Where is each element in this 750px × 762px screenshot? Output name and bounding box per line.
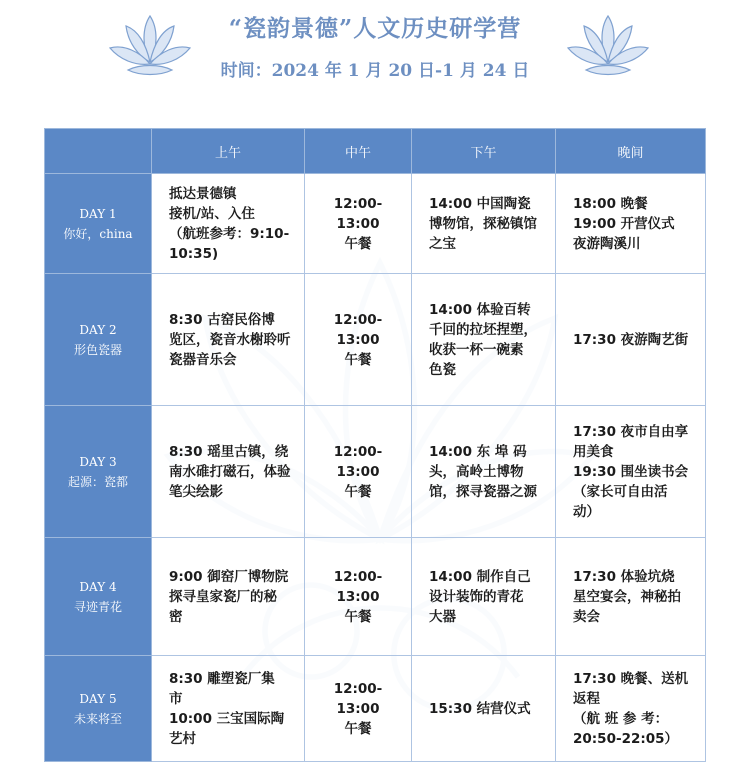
cell-line: 12:00- bbox=[333, 195, 383, 212]
evening-cell bbox=[556, 538, 706, 656]
cell-line: 10:35) bbox=[169, 245, 219, 262]
day-theme: 未来将至 bbox=[73, 711, 122, 726]
day-number: DAY 2 bbox=[79, 322, 117, 337]
day-cell bbox=[45, 656, 152, 762]
cell-line: 14:00 制作自己 bbox=[429, 568, 531, 585]
morning-cell bbox=[152, 656, 305, 762]
cell-line: 收获一杯一碗素 bbox=[429, 341, 524, 358]
cell-line: 用美食 bbox=[573, 443, 614, 460]
day-number: DAY 5 bbox=[79, 691, 117, 706]
page-title: “瓷韵景德”人文历史研学营 bbox=[228, 15, 522, 42]
cell-line: 笔尖绘影 bbox=[169, 483, 223, 500]
cell-line: 之宝 bbox=[429, 235, 456, 252]
day-theme: 你好，china bbox=[63, 226, 133, 241]
cell-line: 12:00- bbox=[333, 311, 383, 328]
cell-line: 密 bbox=[169, 608, 183, 625]
noon-cell bbox=[305, 406, 412, 538]
cell-line: 午餐 bbox=[344, 608, 372, 625]
cell-line: 9:00 御窑厂博物院 bbox=[169, 568, 289, 585]
cell-line: 千回的拉坯捏塑， bbox=[429, 321, 537, 338]
day-number: DAY 3 bbox=[79, 454, 117, 469]
cell-line: 午餐 bbox=[344, 351, 372, 368]
cell-line: 19:00 开营仪式 bbox=[573, 215, 675, 232]
cell-line: 午餐 bbox=[344, 483, 372, 500]
cell-line: 午餐 bbox=[344, 235, 372, 252]
day-theme: 起源：瓷都 bbox=[67, 474, 128, 489]
cell-line: 13:00 bbox=[336, 331, 380, 348]
morning-cell bbox=[152, 174, 305, 274]
cell-line: 南水碓打磁石，体验 bbox=[169, 463, 291, 480]
cell-line: 夜游陶溪川 bbox=[573, 235, 641, 252]
cell-line: 大器 bbox=[429, 608, 456, 625]
cell-line: 14:00 中国陶瓷 bbox=[429, 195, 531, 212]
cell-line: 览区，瓷音水榭聆听 bbox=[169, 331, 291, 348]
day-cell bbox=[45, 174, 152, 274]
cell-line: 13:00 bbox=[336, 215, 380, 232]
morning-cell bbox=[152, 538, 305, 656]
table-row bbox=[45, 656, 706, 762]
evening-cell bbox=[556, 406, 706, 538]
cell-line: 12:00- bbox=[333, 680, 383, 697]
table-header-row bbox=[45, 129, 706, 174]
cell-line: 8:30 瑶里古镇，绕 bbox=[169, 443, 289, 460]
cell-line: 接机/站、入住 bbox=[169, 205, 255, 222]
cell-line: 抵达景德镇 bbox=[169, 185, 237, 202]
cell-line: 设计装饰的青花 bbox=[429, 588, 524, 605]
table-row bbox=[45, 174, 706, 274]
cell-line: 17:30 夜市自由享 bbox=[573, 423, 689, 440]
cell-line: 17:30 夜游陶艺街 bbox=[573, 331, 689, 348]
afternoon-cell bbox=[412, 174, 556, 274]
evening-cell bbox=[556, 656, 706, 762]
cell-line: 12:00- bbox=[333, 568, 383, 585]
cell-line: 13:00 bbox=[336, 700, 380, 717]
date-range: 时间：2024 年 1 月 20 日-1 月 24 日 bbox=[220, 61, 530, 81]
cell-line: 17:30 晚餐、送机 bbox=[573, 670, 689, 687]
table-row bbox=[45, 538, 706, 656]
evening-cell bbox=[556, 274, 706, 406]
cell-line: 14:00 体验百转 bbox=[429, 301, 531, 318]
day-cell bbox=[45, 538, 152, 656]
noon-cell bbox=[305, 656, 412, 762]
column-header-noon: 中午 bbox=[305, 129, 412, 174]
cell-line: 头，高岭土博物 bbox=[429, 463, 524, 480]
afternoon-cell bbox=[412, 406, 556, 538]
afternoon-cell bbox=[412, 538, 556, 656]
cell-line: 午餐 bbox=[344, 720, 372, 737]
cell-line: 探寻皇家瓷厂的秘 bbox=[169, 588, 277, 605]
cell-line: 市 bbox=[169, 690, 183, 707]
day-cell bbox=[45, 406, 152, 538]
morning-cell bbox=[152, 274, 305, 406]
column-header-day bbox=[45, 129, 152, 174]
cell-line: （家长可自由活 bbox=[573, 483, 668, 500]
cell-line: 博物馆，探秘镇馆 bbox=[429, 215, 537, 232]
schedule-table bbox=[44, 128, 706, 762]
day-cell bbox=[45, 274, 152, 406]
noon-cell bbox=[305, 274, 412, 406]
day-number: DAY 1 bbox=[79, 206, 117, 221]
cell-line: 艺村 bbox=[169, 730, 196, 747]
cell-line: 19:30 围坐读书会 bbox=[573, 463, 689, 480]
cell-line: 13:00 bbox=[336, 588, 380, 605]
column-header-morning: 上午 bbox=[152, 129, 305, 174]
cell-line: 8:30 古窑民俗博 bbox=[169, 311, 275, 328]
cell-line: 13:00 bbox=[336, 463, 380, 480]
cell-line: 10:00 三宝国际陶 bbox=[169, 710, 285, 727]
cell-line: 12:00- bbox=[333, 443, 383, 460]
cell-line: 17:30 体验坑烧 bbox=[573, 568, 675, 585]
afternoon-cell bbox=[412, 656, 556, 762]
day-theme: 形色瓷器 bbox=[73, 342, 122, 357]
table-row bbox=[45, 406, 706, 538]
column-header-afternoon: 下午 bbox=[412, 129, 556, 174]
cell-line: 色瓷 bbox=[429, 361, 456, 378]
evening-cell bbox=[556, 174, 706, 274]
cell-line: （航班参考：9:10- bbox=[169, 225, 290, 242]
table-row bbox=[45, 274, 706, 406]
cell-line: 瓷器音乐会 bbox=[169, 351, 237, 368]
cell-line: 14:00 东 埠 码 bbox=[429, 443, 527, 460]
cell-line: 8:30 雕塑瓷厂集 bbox=[169, 670, 275, 687]
cell-line: 15:30 结营仪式 bbox=[429, 700, 531, 717]
noon-cell bbox=[305, 174, 412, 274]
day-number: DAY 4 bbox=[79, 579, 117, 594]
noon-cell bbox=[305, 538, 412, 656]
afternoon-cell bbox=[412, 274, 556, 406]
cell-line: （航 班 参 考： bbox=[573, 710, 669, 727]
cell-line: 馆，探寻瓷器之源 bbox=[429, 483, 537, 500]
cell-line: 动） bbox=[573, 503, 600, 520]
cell-line: 20:50-22:05） bbox=[573, 730, 679, 747]
cell-line: 卖会 bbox=[573, 608, 600, 625]
cell-line: 星空宴会，神秘拍 bbox=[573, 588, 681, 605]
cell-line: 返程 bbox=[573, 690, 600, 707]
cell-line: 18:00 晚餐 bbox=[573, 195, 648, 212]
morning-cell bbox=[152, 406, 305, 538]
column-header-evening: 晚间 bbox=[556, 129, 706, 174]
day-theme: 寻迹青花 bbox=[73, 599, 122, 614]
